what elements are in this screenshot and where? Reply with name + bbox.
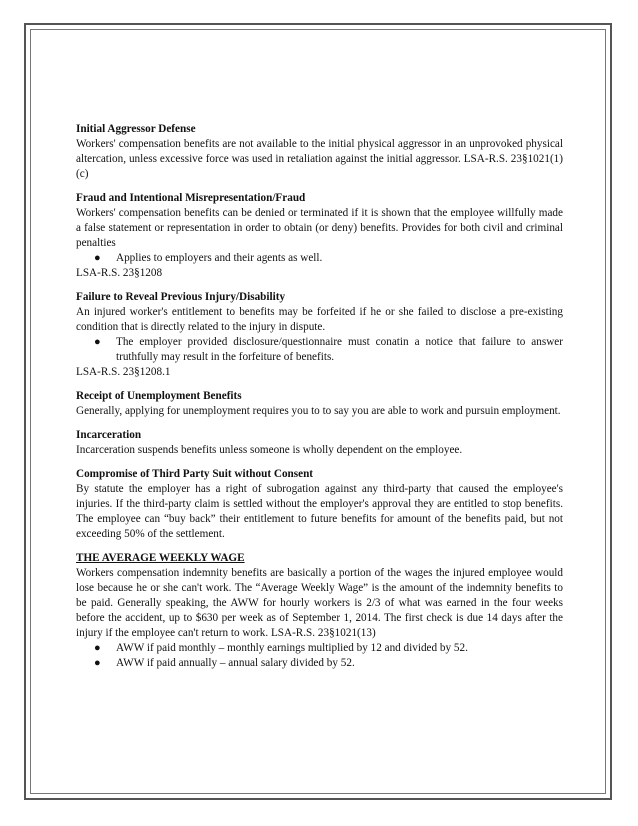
- document-body: [76, 122, 563, 680]
- section-text: Workers' compensation benefits are not available to the initial physical aggressor in an unprovoked physical altercation, unless excessive force was used in retaliation against the initial aggressor. LSA-R.S. 23§1021(1)(c): [76, 138, 563, 180]
- section-fraud: [76, 191, 563, 281]
- bullet-list: [76, 335, 563, 365]
- section-text: Generally, applying for unemployment requires you to to say you are able to work and pursuin employment.: [76, 405, 561, 417]
- bullet-text: AWW if paid annually – annual salary divided by 52.: [116, 657, 355, 669]
- bullet-text: AWW if paid monthly – monthly earnings multiplied by 12 and divided by 52.: [116, 642, 468, 654]
- section-heading: Compromise of Third Party Suit without Consent: [76, 468, 314, 480]
- section-failure-to-reveal: [76, 290, 563, 380]
- bullet-list: [76, 251, 563, 266]
- section-third-party-suit: [76, 467, 563, 542]
- section-average-weekly-wage: [76, 551, 563, 671]
- section-incarceration: [76, 428, 563, 458]
- bullet-icon: ●: [94, 642, 101, 654]
- statute-reference: LSA-R.S. 23§1208.1: [76, 366, 171, 378]
- bullet-item: [94, 251, 563, 266]
- section-text: Workers compensation indemnity benefits are basically a portion of the wages the injured employee would lose because he or she can't work. The “Average Weekly Wage” is the amount of the indemnity benefits to be paid. Generally speaking, the AWW for hourly workers is 2/3 of what was earned in the four weeks before the accident, up to $630 per week as of September 1, 2014. The first check is due 14 days after the injury if the employee can't return to work. LSA-R.S. 23§1021(13): [76, 567, 563, 639]
- bullet-list: [76, 641, 563, 671]
- bullet-item: [94, 335, 563, 365]
- section-text: Incarceration suspends benefits unless someone is wholly dependent on the employee.: [76, 444, 463, 456]
- section-heading: THE AVERAGE WEEKLY WAGE: [76, 552, 245, 564]
- section-text: By statute the employer has a right of subrogation against any third-party that caused the employee's injuries. If the third-party claim is settled without the employer's approval they are entitled to stop benefits. The employee can “buy back” their entitlement to future benefits for amount of the benefits paid, but not exceeding 50% of the settlement.: [76, 483, 563, 540]
- section-heading: Incarceration: [76, 429, 142, 441]
- section-unemployment: [76, 389, 563, 419]
- section-text: An injured worker's entitlement to benefits may be forfeited if he or she failed to disclose a pre-existing condition that is directly related to the injury in dispute.: [76, 306, 563, 333]
- bullet-item: [94, 641, 563, 656]
- bullet-icon: ●: [94, 252, 101, 264]
- section-heading: Receipt of Unemployment Benefits: [76, 390, 242, 402]
- section-text: Workers' compensation benefits can be denied or terminated if it is shown that the employee willfully made a false statement or representation in order to obtain (or deny) benefits. Provides for both civil and criminal penalties: [76, 207, 563, 249]
- section-heading: Failure to Reveal Previous Injury/Disability: [76, 291, 286, 303]
- bullet-icon: ●: [94, 336, 101, 348]
- bullet-item: [94, 656, 563, 671]
- section-heading: Fraud and Intentional Misrepresentation/Fraud: [76, 192, 306, 204]
- section-initial-aggressor: [76, 122, 563, 182]
- statute-reference: LSA-R.S. 23§1208: [76, 267, 163, 279]
- bullet-text: The employer provided disclosure/questionnaire must conatin a notice that failure to answer truthfully may result in the forfeiture of benefits.: [116, 336, 563, 363]
- section-heading: Initial Aggressor Defense: [76, 123, 196, 135]
- bullet-icon: ●: [94, 657, 101, 669]
- bullet-text: Applies to employers and their agents as well.: [116, 252, 323, 264]
